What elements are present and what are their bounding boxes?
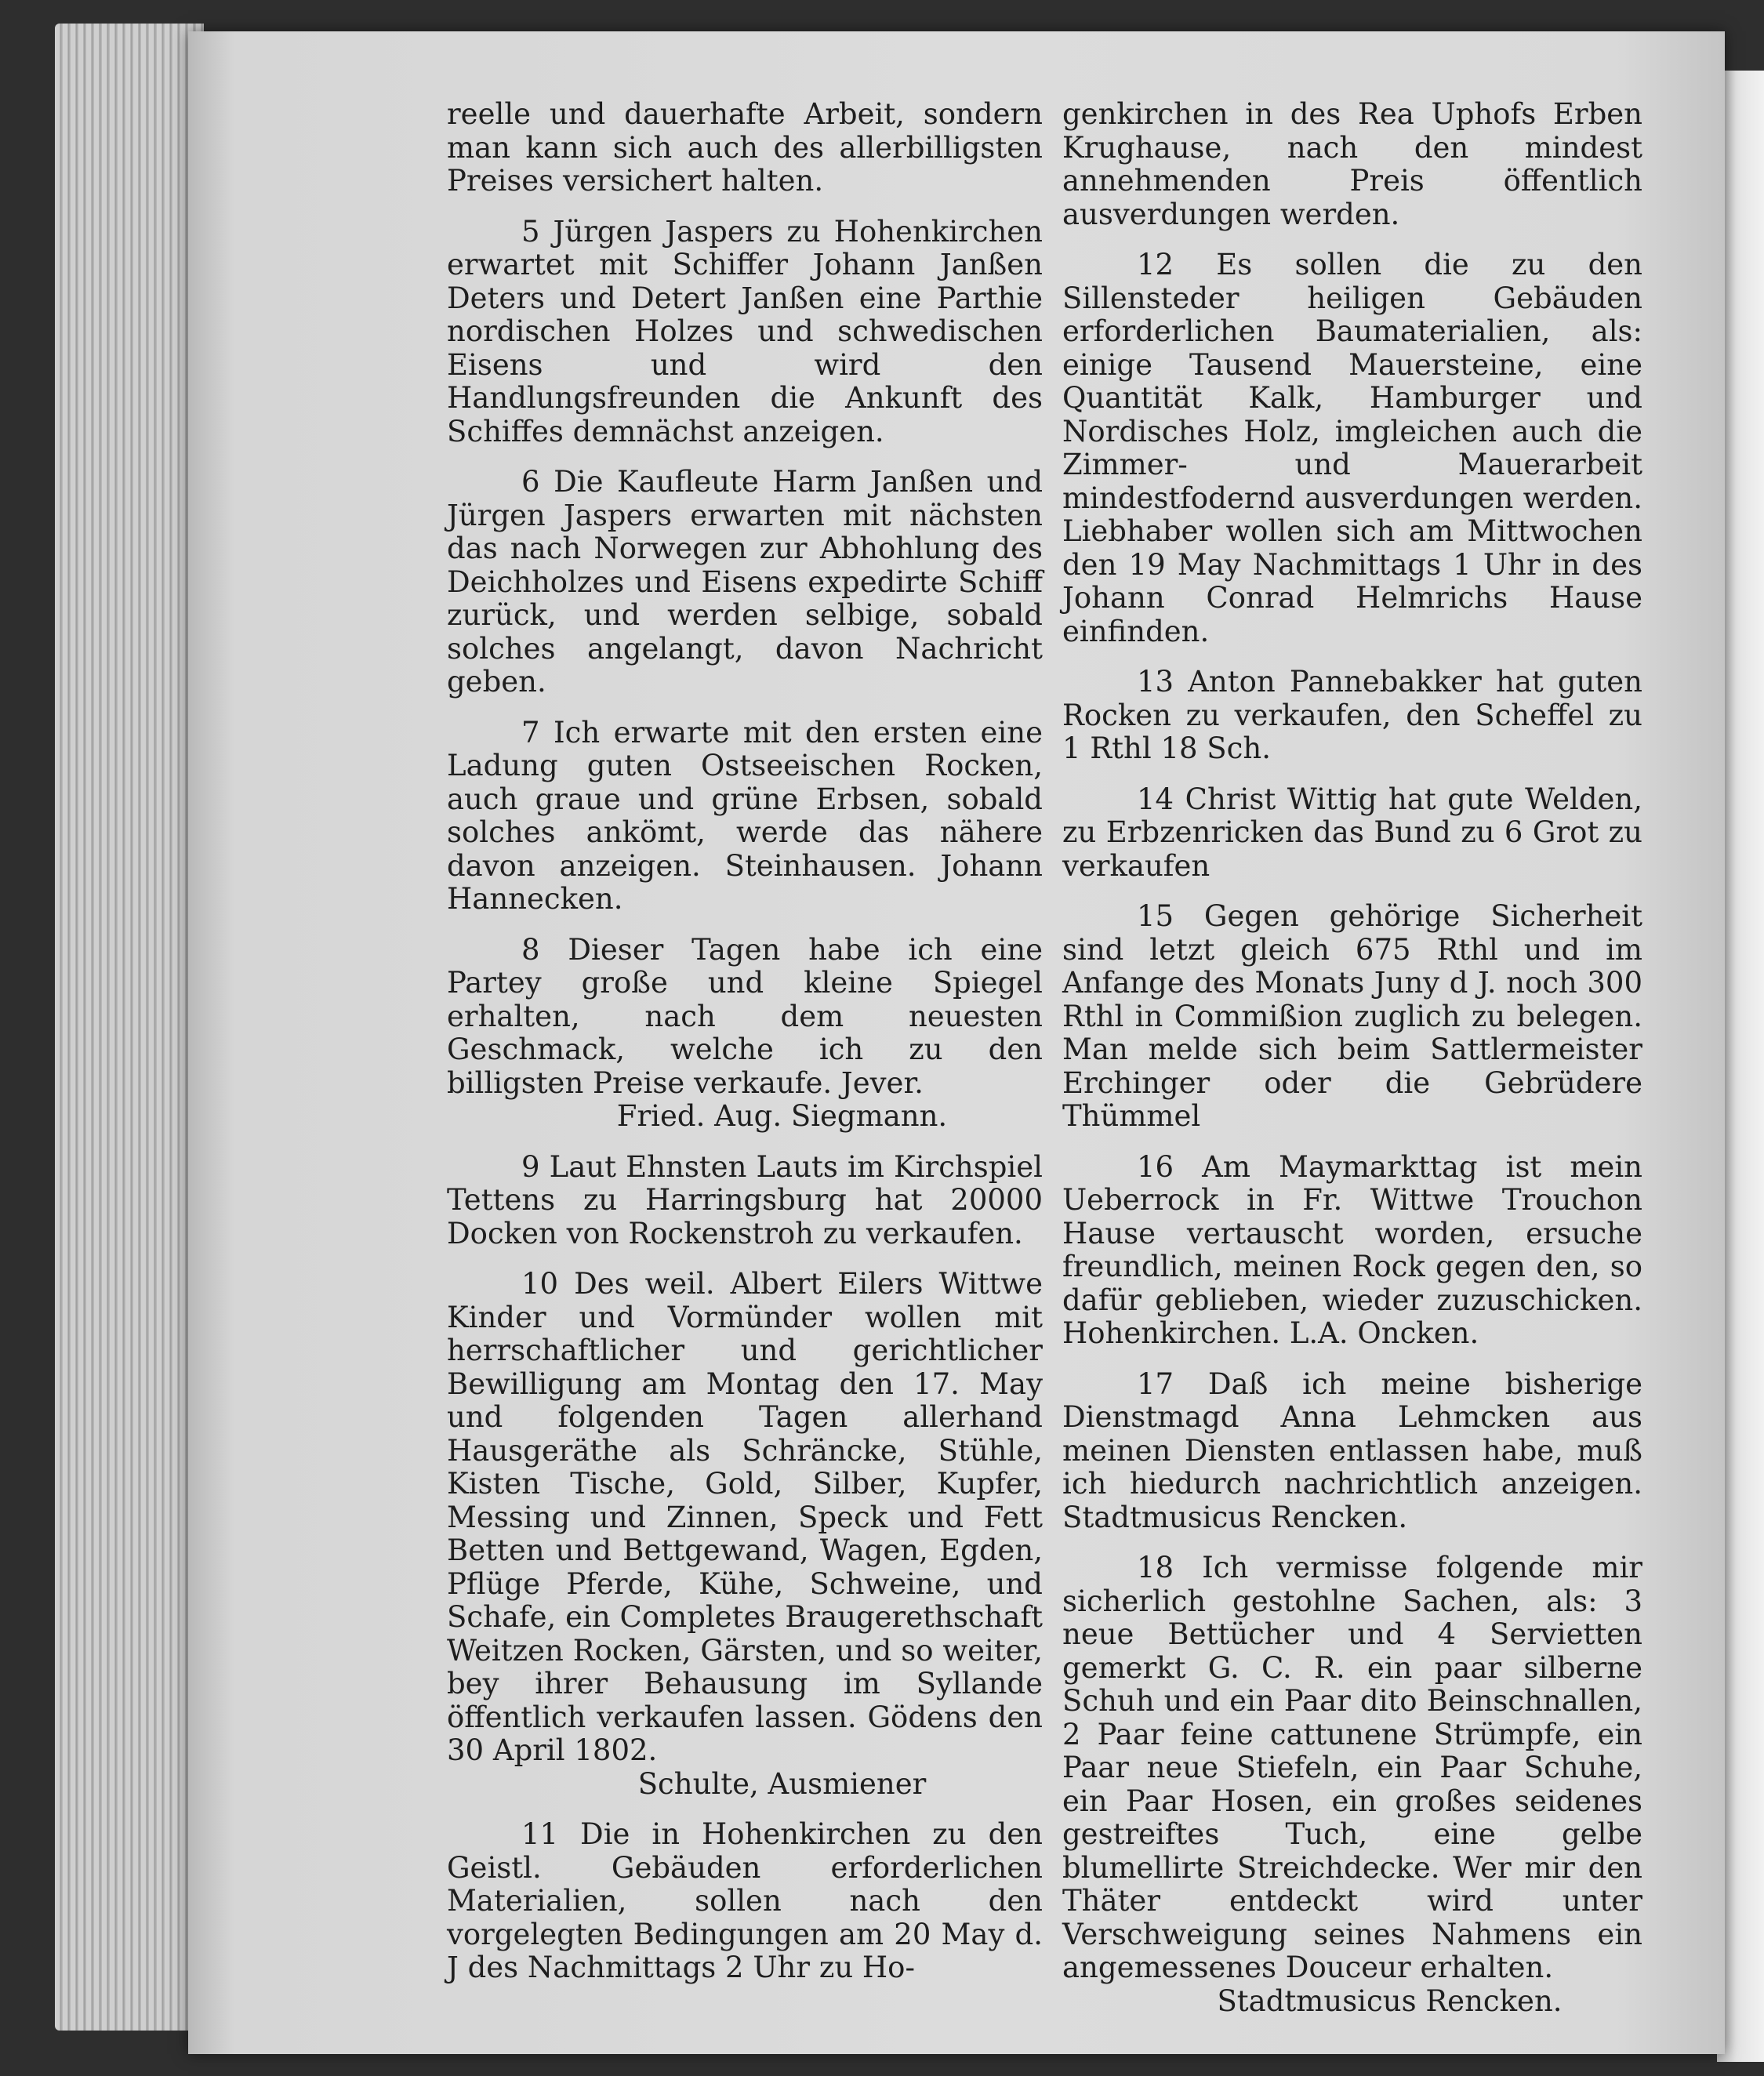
notice-text: 10 Des weil. Albert Eilers Wittwe Kinder und Vormünder wollen mit herrschaftlicher und gerichtlicher Bewilligung am Montag den 17. May und folgenden Tagen allerhand Hausgeräthe als Schräncke, Stühle, Kisten Tische, Gold, Silber, Kupfer, Messing und Zinnen, Speck und Fett Betten und Bettgewand, Wagen, Egden, Pflüge Pferde, Kühe, Schweine, und Schafe, ein Completes Braugerethschaft Weitzen Rocken, Gärsten, und so weiter, bey ihrer Behausung im Syllande öffentlich verkaufen lassen. Gödens den 30 April 1802. — [447, 1267, 1043, 1767]
notice-14 — [1062, 783, 1642, 884]
notice-text: 11 Die in Hohenkirchen zu den Geistl. Gebäuden erforderlichen Materialien, sollen nach den vorgelegten Bedingungen am 20 May d. J des Nachmittags 2 Uhr zu Ho- — [447, 1817, 1043, 1984]
notice-continuation — [447, 98, 1043, 198]
notice-text: genkirchen in des Rea Uphofs Erben Krughause, nach den mindest annehmenden Preis öffentlich ausverdungen werden. — [1062, 97, 1642, 231]
notice-15 — [1062, 900, 1642, 1134]
notice-text: 6 Die Kaufleute Harm Janßen und Jürgen Jaspers erwarten mit nächsten das nach Norwegen zur Abhohlung des Deichholzes und Eisens expedirte Schiff zurück, und werden selbige, sobald solches angelangt, davon Nachricht geben. — [447, 465, 1043, 699]
notice-6 — [447, 466, 1043, 699]
right-column — [1062, 98, 1642, 2035]
notice-11 — [447, 1818, 1043, 1985]
notice-text: 8 Dieser Tagen habe ich eine Partey große und kleine Spiegel erhalten, nach dem neuesten Geschmack, welche ich zu den billigsten Preise verkaufe. Jever. — [447, 932, 1043, 1100]
notice-text: 7 Ich erwarte mit den ersten eine Ladung guten Ostseeischen Rocken, auch graue und grüne Erbsen, sobald solches ankömt, werde das nähere davon anzeigen. Steinhausen. Johann Hannecken. — [447, 715, 1043, 916]
notice-continuation — [1062, 98, 1642, 231]
notice-text: reelle und dauerhafte Arbeit, sondern man kann sich auch des allerbilligsten Preises versichert halten. — [447, 97, 1043, 198]
notice-text: 18 Ich vermisse folgende mir sicherlich gestohlne Sachen, als: 3 neue Bettücher und 4 Servietten gemerkt G. C. R. ein paar silberne Schuh und ein Paar dito Beinschnallen, 2 Paar feine cattunene Strümpfe, ein Paar neue Stiefeln, ein Paar Schuhe, ein Paar Hosen, ein großes seidenes gestreiftes Tuch, eine gelbe blumellirte Streichdecke. Wer mir den Thäter entdeckt wird unter Verschweigung seines Nahmens ein angemessenes Douceur erhalten. — [1062, 1551, 1642, 1984]
notice-text: 13 Anton Pannebakker hat guten Rocken zu verkaufen, den Scheffel zu 1 Rthl 18 Sch. — [1062, 665, 1642, 765]
notice-7 — [447, 717, 1043, 916]
notice-12 — [1062, 249, 1642, 648]
notice-text: 15 Gegen gehörige Sicherheit sind letzt gleich 675 Rthl und im Anfange des Monats Juny d J. noch 300 Rthl in Commißion zuglich zu belegen. Man melde sich beim Sattlermeister Erchinger oder die Gebrüdere Thümmel — [1062, 899, 1642, 1133]
notice-signature: Stadtmusicus Rencken. — [1217, 1983, 1563, 2018]
notice-signature: Fried. Aug. Siegmann. — [616, 1099, 948, 1133]
notice-text: 16 Am Maymarkttag ist mein Ueberrock in Fr. Wittwe Trouchon Hause vertauscht worden, ersuche freundlich, meinen Rock gegen den, so dafür geblieben, wieder zuzuschicken. Hohenkirchen. L.A. Oncken. — [1062, 1149, 1642, 1350]
notice-17 — [1062, 1368, 1642, 1535]
notice-9 — [447, 1151, 1043, 1251]
notice-5 — [447, 216, 1043, 449]
left-column — [447, 98, 1043, 2002]
notice-8 — [447, 934, 1043, 1134]
notice-text: 12 Es sollen die zu den Sillensteder heiligen Gebäuden erforderlichen Baumaterialien, als: einige Tausend Mauersteine, eine Quantität Kalk, Hamburger und Nordisches Holz, imgleichen auch die Zimmer- und Mauerarbeit mindestfodernd ausverdungen werden. Liebhaber wollen sich am Mittwochen den 19 May Nachmittags 1 Uhr in des Johann Conrad Helmrichs Hause einfinden. — [1062, 248, 1642, 648]
page-stack-edges — [55, 24, 204, 2031]
notice-16 — [1062, 1151, 1642, 1351]
notice-10 — [447, 1268, 1043, 1801]
notice-text: 17 Daß ich meine bisherige Dienstmagd Anna Lehmcken aus meinen Diensten entlassen habe, muß ich hiedurch nachrichtlich anzeigen. Stadtmusicus Rencken. — [1062, 1366, 1642, 1534]
notice-text: 5 Jürgen Jaspers zu Hohenkirchen erwartet mit Schiffer Johann Janßen Deters und Detert Janßen eine Parthie nordischen Holzes und schwedischen Eisens und wird den Handlungsfreunden die Ankunft des Schiffes demnächst anzeigen. — [447, 214, 1043, 448]
notice-13 — [1062, 666, 1642, 766]
notice-text: 9 Laut Ehnsten Lauts im Kirchspiel Tettens zu Harringsburg hat 20000 Docken von Rockenstroh zu verkaufen. — [447, 1149, 1043, 1250]
notice-signature: Schulte, Ausmiener — [637, 1766, 927, 1801]
notice-18 — [1062, 1552, 1642, 2018]
notice-text: 14 Christ Wittig hat gute Welden, zu Erbzenricken das Bund zu 6 Grot zu verkaufen — [1062, 782, 1642, 883]
